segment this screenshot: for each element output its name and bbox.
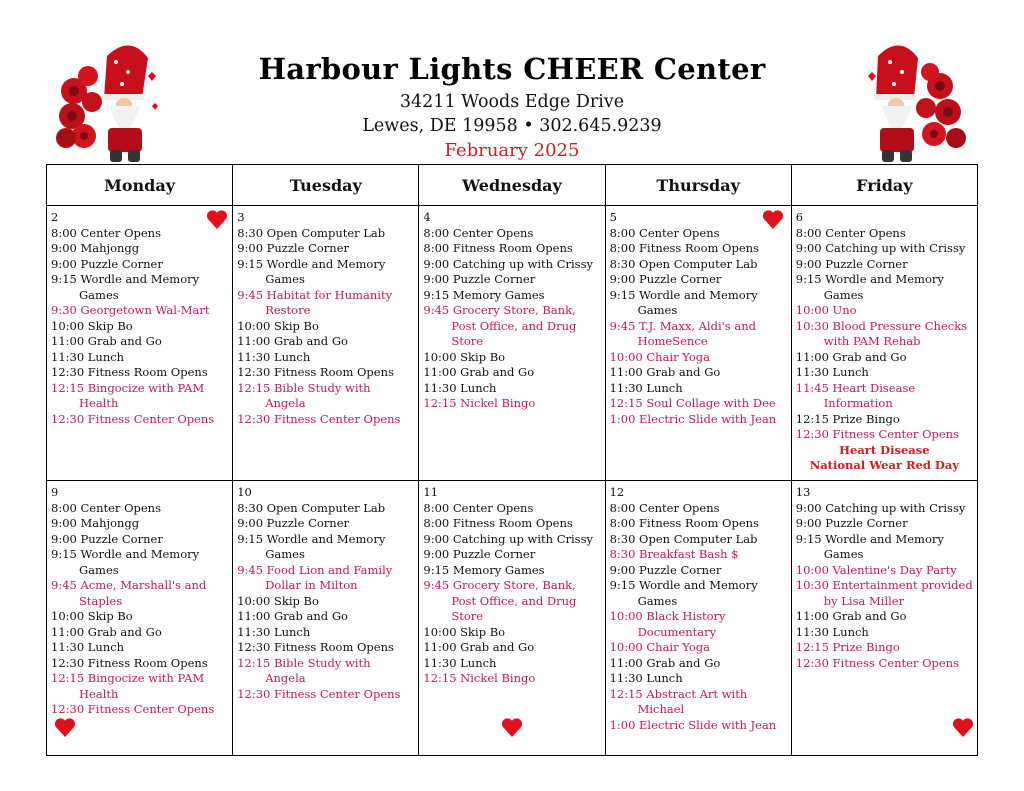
day-number: 10 [237, 485, 252, 499]
address-line-2: Lewes, DE 19958 • 302.645.9239 [362, 116, 662, 136]
address-line-1: 34211 Woods Edge Drive [399, 92, 625, 112]
event-item: 11:00 Grab and Go [609, 655, 721, 670]
event-item: 9:45 Grocery Store, Bank, Post Office, and Drug Store [423, 303, 577, 348]
event-item: 12:15 Nickel Bingo [423, 396, 536, 410]
event-item: 9:15 Wordle and Memory Games [795, 272, 944, 302]
event-item: 9:15 Wordle and Memory Games [51, 547, 200, 577]
event-item: 11:00 Grab and Go [237, 609, 348, 623]
event-item: 9:15 Wordle and Memory Games [51, 272, 200, 302]
event-item: 11:30 Lunch [423, 380, 497, 395]
event-item: 8:00 Fitness Room Opens [423, 241, 573, 255]
observance-note: National Wear Red Day [809, 458, 960, 472]
event-item: 12:15 Prize Bingo [795, 640, 900, 654]
event-item: 10:00 Skip Bo [51, 318, 133, 333]
event-item: 12:15 Bingocize with PAM Health [51, 671, 205, 701]
observance-note: Heart Disease [839, 442, 930, 457]
day-cell-friday [791, 481, 977, 756]
event-item: 9:15 Wordle and Memory Games [609, 578, 758, 608]
event-item: 12:15 Bingocize with PAM Health [51, 380, 205, 410]
event-item: 9:00 Puzzle Corner [423, 547, 536, 561]
rose-cluster-icon [56, 66, 102, 148]
event-item: 11:30 Lunch [51, 640, 125, 654]
event-item: 9:45 Grocery Store, Bank, Post Office, and Drug Store [423, 578, 577, 623]
event-item: 9:00 Puzzle Corner [795, 256, 908, 271]
event-item: 11:00 Grab and Go [237, 334, 348, 348]
event-item: 12:30 Fitness Center Opens [795, 655, 959, 670]
event-item: 9:00 Mahjongg [51, 241, 140, 255]
event-item: 9:00 Catching up with Crissy [795, 241, 966, 255]
event-item: 11:00 Grab and Go [51, 334, 162, 348]
event-item: 11:45 Heart Disease Information [795, 380, 916, 410]
event-item: 11:30 Lunch [795, 365, 869, 379]
week-row [47, 206, 978, 481]
event-item: 10:30 Blood Pressure Checks with PAM Rehab [795, 318, 968, 348]
event-item: 12:15 Soul Collage with Dee [609, 396, 776, 410]
event-item: 9:15 Wordle and Memory Games [237, 256, 386, 286]
calendar-grid [46, 164, 978, 756]
event-item: 9:00 Puzzle Corner [237, 516, 349, 530]
event-item: 11:00 Grab and Go [423, 640, 535, 654]
weekday-header-friday: Friday [791, 165, 977, 206]
event-item: 10:00 Uno [795, 303, 857, 317]
event-item: 9:45 T.J. Maxx, Aldi's and HomeSence [609, 318, 756, 348]
event-item: 9:30 Georgetown Wal-Mart [51, 303, 210, 317]
event-item: 8:30 Open Computer Lab [609, 531, 758, 546]
event-item: 8:00 Center Opens [609, 225, 720, 240]
event-item: 9:00 Mahjongg [51, 516, 140, 530]
event-item: 1:00 Electric Slide with Jean [609, 411, 777, 426]
rose-cluster-icon [916, 63, 966, 148]
event-item: 9:15 Memory Games [423, 562, 545, 577]
event-item: 12:15 Bible Study with Angela [237, 380, 371, 410]
day-cell-tuesday [233, 481, 419, 756]
event-item: 8:00 Center Opens [423, 500, 534, 515]
event-item: 12:30 Fitness Room Opens [237, 640, 394, 654]
event-item: 12:15 Nickel Bingo [423, 671, 536, 685]
weekday-header-row [47, 165, 978, 206]
event-item: 12:15 Prize Bingo [795, 411, 900, 426]
event-item: 9:00 Catching up with Crissy [423, 531, 593, 546]
heart-icon [501, 718, 523, 737]
event-item: 11:30 Lunch [423, 655, 497, 670]
event-item: 8:30 Open Computer Lab [237, 500, 386, 515]
day-number: 13 [795, 485, 811, 499]
event-item: 1:00 Electric Slide with Jean [609, 717, 777, 732]
event-item: 9:00 Catching up with Crissy [795, 500, 966, 515]
event-item: 9:15 Memory Games [423, 287, 545, 302]
event-item: 9:15 Wordle and Memory Games [237, 531, 386, 561]
day-number: 12 [609, 485, 625, 499]
event-item: 9:15 Wordle and Memory Games [609, 287, 758, 317]
event-item: 10:00 Valentine's Day Party [795, 562, 957, 577]
day-number: 5 [609, 210, 617, 224]
event-item: 11:00 Grab and Go [51, 624, 162, 639]
event-item: 9:00 Puzzle Corner [423, 272, 536, 286]
heart-icon [762, 210, 784, 229]
event-item: 11:30 Lunch [237, 624, 311, 639]
day-number: 11 [423, 485, 439, 499]
event-item: 10:00 Skip Bo [423, 624, 506, 639]
event-item: 8:30 Open Computer Lab [609, 256, 758, 271]
event-item: 9:00 Catching up with Crissy [423, 256, 593, 271]
event-item: 12:30 Fitness Center Opens [795, 427, 959, 441]
weekday-header-thursday: Thursday [605, 165, 791, 206]
event-item: 12:30 Fitness Room Opens [51, 365, 208, 379]
event-item: 12:30 Fitness Center Opens [51, 702, 215, 716]
event-item: 9:15 Wordle and Memory Games [795, 531, 944, 561]
heart-icon [952, 718, 974, 737]
event-item: 9:00 Puzzle Corner [51, 256, 163, 271]
event-item: 9:00 Puzzle Corner [795, 516, 908, 530]
event-item: 10:30 Entertainment provided by Lisa Miller [795, 578, 973, 608]
event-item: 10:00 Skip Bo [51, 609, 133, 623]
gnome-with-roses-illustration-left [52, 36, 162, 166]
event-item: 10:00 Skip Bo [423, 349, 506, 364]
event-item: 10:00 Chair Yoga [609, 640, 710, 654]
event-item: 8:00 Center Opens [51, 500, 161, 515]
day-number: 6 [795, 210, 804, 224]
event-item: 10:00 Skip Bo [237, 593, 319, 608]
day-cell-wednesday [419, 481, 605, 756]
event-item: 10:00 Black History Documentary [609, 609, 726, 639]
day-cell-monday [47, 481, 233, 756]
day-cell-wednesday [419, 206, 605, 481]
day-number: 2 [51, 210, 59, 224]
event-item: 8:00 Center Opens [795, 225, 906, 240]
event-item: 8:30 Open Computer Lab [237, 225, 386, 240]
event-item: 12:30 Fitness Center Opens [237, 686, 401, 701]
day-number: 4 [423, 210, 431, 224]
event-item: 8:30 Breakfast Bash $ [609, 547, 739, 561]
day-cell-thursday [605, 481, 791, 756]
day-cell-tuesday [233, 206, 419, 481]
event-item: 9:00 Puzzle Corner [237, 241, 349, 255]
event-item: 12:30 Fitness Room Opens [51, 655, 208, 670]
day-cell-thursday [605, 206, 791, 481]
event-item: 11:30 Lunch [795, 624, 869, 639]
event-item: 11:30 Lunch [51, 349, 125, 364]
event-item: 12:30 Fitness Room Opens [237, 365, 394, 379]
week-row [47, 481, 978, 756]
event-item: 10:00 Skip Bo [237, 318, 319, 333]
heart-icon [54, 718, 76, 737]
month-label: February 2025 [444, 140, 580, 161]
event-item: 8:00 Center Opens [51, 225, 161, 240]
event-item: 11:30 Lunch [609, 671, 683, 685]
event-item: 12:15 Bible Study with Angela [237, 655, 371, 685]
day-number: 3 [237, 210, 245, 224]
event-item: 8:00 Center Opens [609, 500, 720, 515]
event-item: 9:00 Puzzle Corner [609, 272, 722, 286]
day-cell-friday [791, 206, 977, 481]
event-item: 8:00 Fitness Room Opens [423, 516, 573, 530]
event-item: 10:00 Chair Yoga [609, 349, 710, 364]
event-item: 8:00 Fitness Room Opens [609, 516, 759, 530]
event-item: 9:45 Habitat for Humanity Restore [237, 287, 393, 317]
event-item: 12:30 Fitness Center Opens [237, 411, 401, 426]
event-item: 12:15 Abstract Art with Michael [609, 686, 748, 716]
weekday-header-wednesday: Wednesday [419, 165, 605, 206]
event-item: 11:30 Lunch [237, 349, 311, 364]
event-item: 9:00 Puzzle Corner [51, 531, 163, 546]
heart-icon [206, 210, 228, 229]
event-item: 9:45 Acme, Marshall's and Staples [51, 578, 207, 608]
event-item: 11:00 Grab and Go [795, 609, 907, 623]
gnome-with-roses-illustration-right [860, 36, 970, 166]
event-item: 12:30 Fitness Center Opens [51, 411, 215, 426]
event-item: 8:00 Center Opens [423, 225, 534, 240]
event-item: 11:30 Lunch [609, 380, 683, 395]
day-number: 9 [51, 485, 59, 499]
event-item: 11:00 Grab and Go [795, 349, 907, 364]
event-item: 11:00 Grab and Go [423, 365, 535, 379]
weekday-header-tuesday: Tuesday [233, 165, 419, 206]
event-item: 9:45 Food Lion and Family Dollar in Milton [237, 562, 393, 592]
page-title: Harbour Lights CHEER Center [258, 52, 766, 86]
event-item: 8:00 Fitness Room Opens [609, 241, 759, 255]
day-cell-monday [47, 206, 233, 481]
event-item: 9:00 Puzzle Corner [609, 562, 722, 577]
event-item: 11:00 Grab and Go [609, 365, 721, 379]
weekday-header-monday: Monday [47, 165, 233, 206]
